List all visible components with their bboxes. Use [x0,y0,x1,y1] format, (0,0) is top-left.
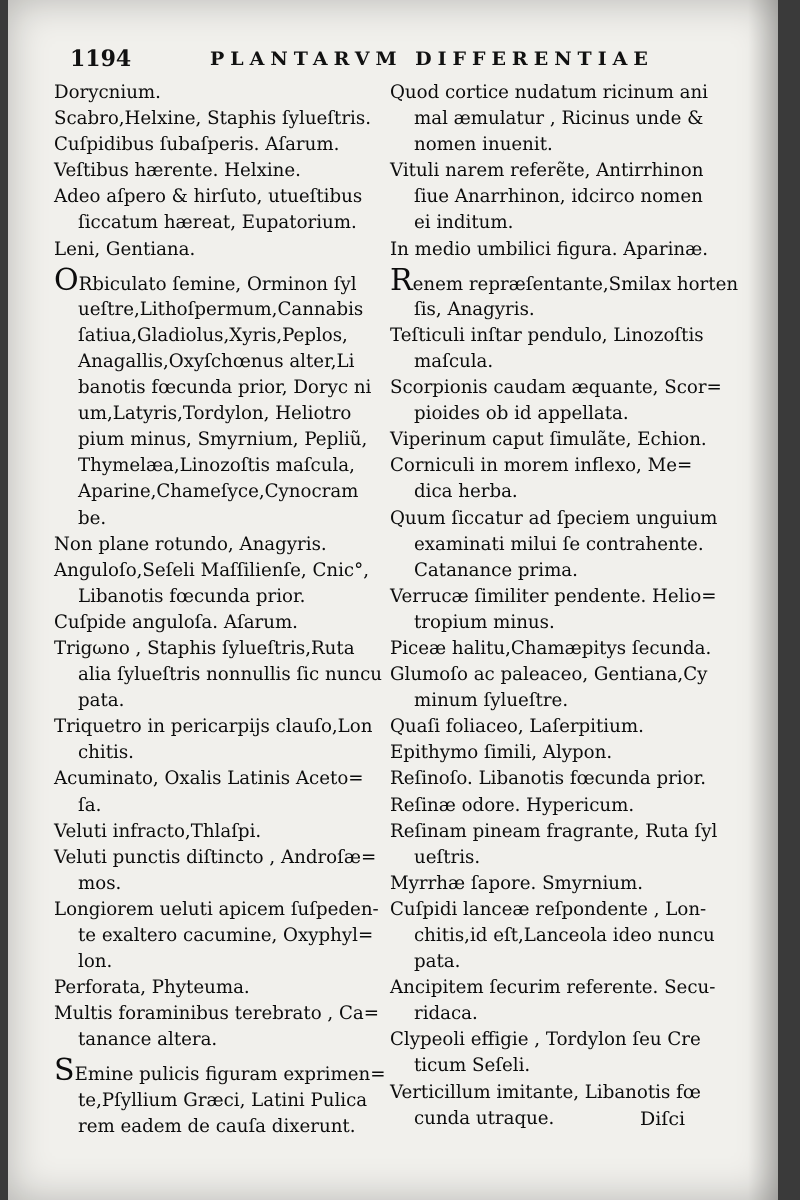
text-line: Myrrhæ ſapore. Smyrnium. [390,872,644,894]
text-line: Quaſi foliaceo, Laſerpitium. [390,716,644,738]
text-line: ſatiua,Gladiolus,Xyris,Peplos, [78,324,348,346]
text-line: tropium minus. [414,611,555,633]
text-line: Thymelæa,Linozoſtis maſcula, [78,455,355,477]
text-line: Piceæ halitu,Chamæpitys ſecunda. [390,637,712,659]
text-line: ORbiculato ſemine, Orminon ſyl [54,262,357,298]
text-line: Veluti infracto,Thlaſpi. [54,820,262,842]
text-line: Longiorem ueluti apicem ſuſpeden- [54,898,379,920]
text-line: Non plane rotundo, Anagyris. [54,533,327,555]
text-line: te exaltero cacumine, Oxyphyl= [78,925,374,946]
text-line: Catanance prima. [414,559,578,581]
text-line: Reſinam pineam fragrante, Ruta ſyl [390,820,718,842]
text-line: Trigωno , Staphis ſylueſtris,Ruta [54,637,355,659]
text-line: tanance altera. [78,1029,218,1051]
text-line: be. [78,507,107,529]
text-line: ei inditum. [414,212,514,234]
text-line: maſcula. [414,350,494,372]
text-line: lon. [78,951,113,973]
catchword: Diſci [640,1108,686,1130]
text-line: pium minus, Smyrnium, Pepliũ, [78,429,368,451]
text-line: mos. [78,872,122,894]
paragraph-gap [390,263,722,271]
text-line: Veſtibus hærente. Helxine. [54,160,301,182]
text-line: ticum Seſeli. [414,1055,531,1077]
text-line: ueſtre,Lithoſpermum,Cannabis [78,298,364,320]
text-line: um,Latyris,Tordylon, Heliotro [78,403,352,425]
text-line: Reſinoſo. Libanotis fœcunda prior. [390,768,707,790]
text-line: Corniculi in morem inflexo, Me= [390,455,693,477]
text-line: examinati milui ſe contrahente. [414,533,704,555]
text-line: Viperinum caput ſimulãte, Echion. [390,429,707,451]
text-line: ſa. [78,794,102,816]
paragraph-gap [54,1053,390,1061]
text-line: Dorycnium. [54,82,161,103]
text-line: chitis,id eſt,Lanceola ideo nuncu [414,925,715,946]
text-line: chitis. [78,742,134,764]
text-line: Ancipitem ſecurim referente. Secu- [390,977,716,999]
text-line: Cuſpidi lanceæ reſpondente , Lon- [390,898,707,920]
text-line: Veluti punctis diſtincto , Androſæ= [54,846,377,868]
text-line: minum ſylueſtre. [414,690,569,712]
text-line: Reſinæ odore. Hypericum. [390,794,635,816]
text-line: Aparine,Chameſyce,Cynocram [78,481,359,503]
page-edge-shadow [748,0,778,1200]
paragraph-gap [54,263,390,271]
text-line: mal æmulatur , Ricinus unde & [414,108,704,130]
text-line: Clypeoli effigie , Tordylon ſeu Cre [390,1029,701,1051]
text-line: Epithymo ſimili, Alypon. [390,742,613,764]
page-number: 1194 [70,46,132,72]
running-title: PLANTARVM DIFFERENTIAE [210,48,654,70]
text-line: In medio umbilici figura. Aparinæ. [390,238,709,260]
text-line: pata. [414,951,461,973]
text-line: SEmine pulicis figuram exprimen= [54,1053,386,1089]
text-line: cunda utraque. [414,1107,555,1129]
left-column [54,80,390,1140]
text-line: Perforata, Phyteuma. [54,977,250,999]
text-line: te,Pſyllium Græci, Latini Pulica [78,1089,368,1111]
text-line: ſiue Anarrhinon, idcirco nomen [414,186,703,208]
text-line: ſiccatum hæreat, Eupatorium. [78,212,357,234]
text-line: Triquetro in pericarpijs clauſo,Lon [54,716,373,738]
text-line: banotis fœcunda prior, Doryc ni [78,377,372,399]
page-header [70,46,710,76]
text-line: Anguloſo,Seſeli Maſſilienſe, Cnic°, [54,559,369,581]
text-line: Libanotis fœcunda prior. [78,585,306,607]
text-line: Multis foraminibus terebrato , Ca= [54,1003,379,1025]
text-line: Renem repræſentante,Smilax horten [390,262,739,298]
text-line: Teſticuli inſtar pendulo, Linozoſtis [390,324,704,346]
text-line: rem eadem de cauſa dixerunt. [78,1115,356,1137]
text-line: pata. [78,690,125,712]
text-line: Glumoſo ac paleaceo, Gentiana,Cy [390,664,708,686]
text-line: Scabro,Helxine, Staphis ſylueſtris. [54,108,371,130]
text-line: Verrucæ ſimiliter pendente. Helio= [390,585,717,607]
text-line: Quum ſiccatur ad ſpeciem unguium [390,507,718,529]
text-line: Acuminato, Oxalis Latinis Aceto= [54,768,364,790]
book-page [8,0,778,1200]
text-line: Vituli narem referẽte, Antirrhinon [390,160,704,182]
text-line: Adeo aſpero & hirſuto, utueſtibus [54,186,363,208]
right-column [390,80,739,1132]
text-line: ridaca. [414,1003,478,1025]
text-line: pioides ob id appellata. [414,403,629,425]
text-line: Cuſpide anguloſa. Aſarum. [54,611,298,633]
text-line: nomen inuenit. [414,134,553,156]
text-line: Leni, Gentiana. [54,238,196,260]
text-line: ueſtris. [414,846,481,868]
text-line: Cuſpidibus ſubaſperis. Aſarum. [54,134,340,156]
text-line: dica herba. [414,481,518,503]
text-line: ſis, Anagyris. [414,298,535,320]
text-line: Scorpionis caudam æquante, Scor= [390,377,722,399]
text-line: Verticillum imitante, Libanotis fœ [390,1081,701,1103]
text-line: Anagallis,Oxyſchœnus alter,Li [78,350,355,372]
text-line: Quod cortice nudatum ricinum ani [390,82,708,103]
text-line: alia ſylueſtris nonnullis ſic nuncu [78,664,382,686]
